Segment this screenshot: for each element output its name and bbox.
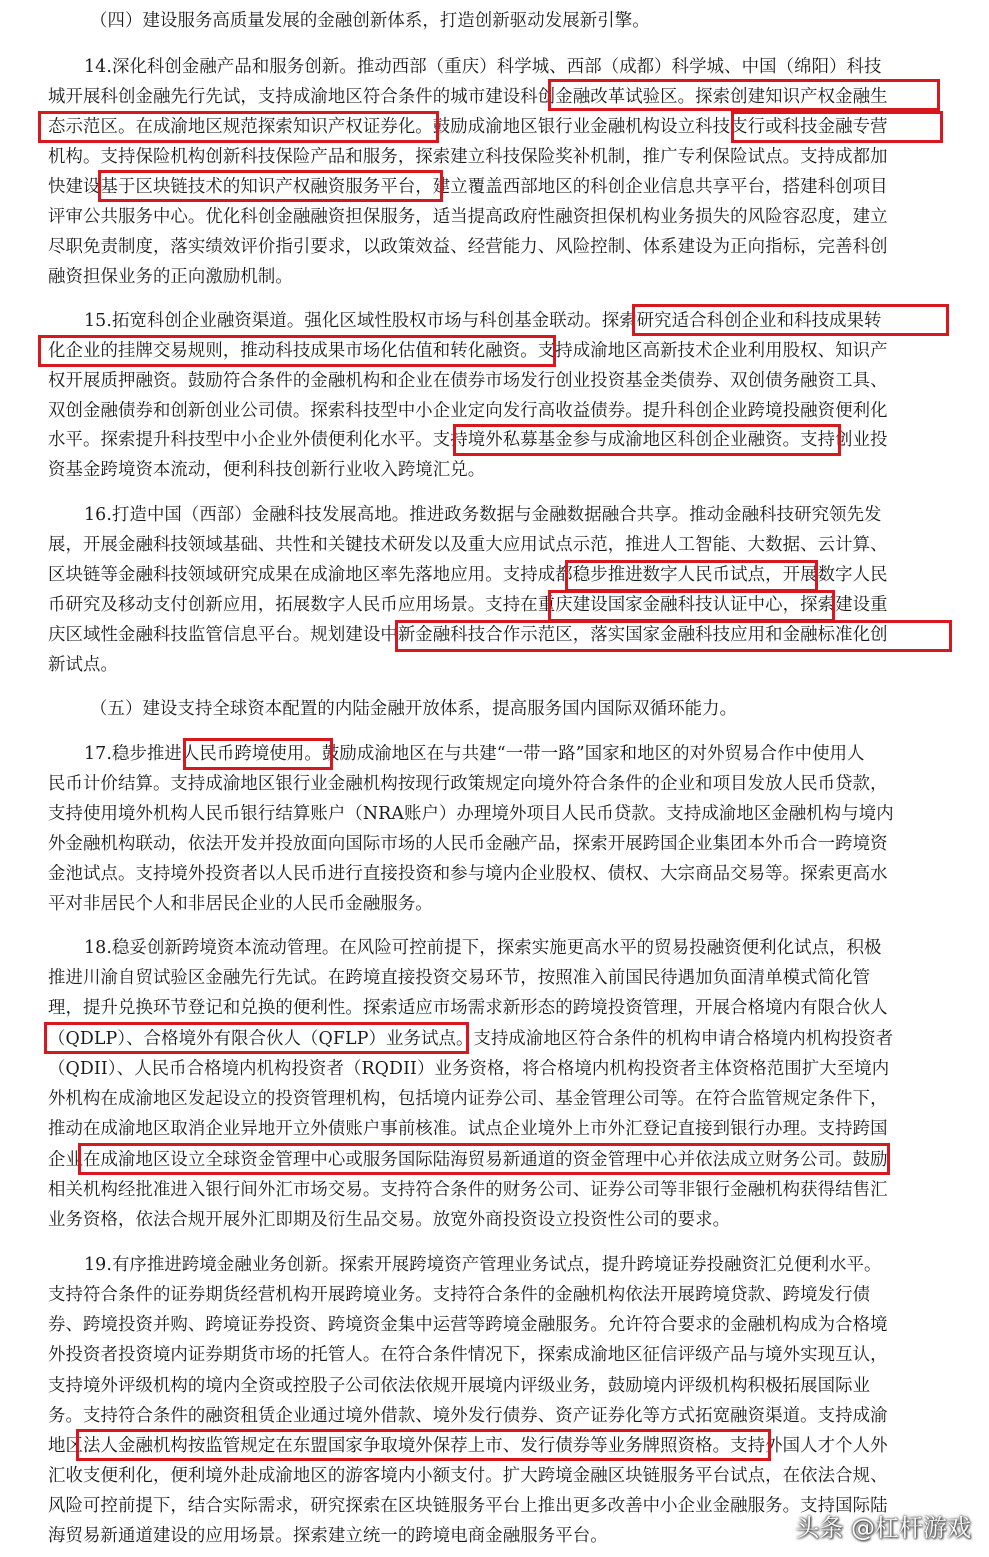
paragraph-line: 城开展科创金融先行先试，支持成渝地区符合条件的城市建设科创金融改革试验区。探索创建知识产权金融生: [48, 87, 888, 107]
paragraph-line: 企业在成渝地区设立全球资金管理中心或服务国际陆海贸易新通道的资金管理中心并依法成立财务公司。鼓励: [48, 1150, 888, 1170]
paragraph-line: 推进川渝自贸试验区金融先行先试。在跨境直接投资交易环节，按照准入前国民待遇加负面清单模式简化管: [48, 968, 871, 988]
paragraph-line: 庆区域性金融科技监管信息平台。规划建设中新金融科技合作示范区，落实国家金融科技应用和金融标准化创: [48, 625, 888, 645]
paragraph-line: 理，提升兑换环节登记和兑换的便利性。探索适应市场需求新形态的跨境投资管理，开展合格境内有限合伙人: [48, 998, 888, 1018]
section-heading: （四）建设服务高质量发展的金融创新体系，打造创新驱动发展新引擎。: [90, 11, 650, 31]
paragraph-line: 双创金融债券和创新创业公司债。探索科技型中小企业定向发行高收益债券。提升科创企业跨境投融资便利化: [48, 401, 888, 421]
paragraph-line: 机构。支持保险机构创新科技保险产品和服务，探索建立科技保险奖补机制，推广专利保险试点。支持成都加: [48, 147, 888, 167]
paragraph-line: 态示范区。在成渝地区规范探索知识产权证券化。鼓励成渝地区银行业金融机构设立科技支行或科技金融专营: [48, 117, 888, 137]
paragraph-line: 17.稳步推进人民币跨境使用。鼓励成渝地区在与共建“一带一路”国家和地区的对外贸易合作中使用人: [84, 744, 865, 764]
paragraph-line: 务。支持符合条件的融资租赁企业通过境外借款、境外发行债券、资产证券化等方式拓宽融资渠道。支持成渝: [48, 1406, 888, 1426]
paragraph-line: 金池试点。支持境外投资者以人民币进行直接投资和参与境内企业股权、债权、大宗商品交易等。探索更高水: [48, 864, 888, 884]
paragraph-line: 平对非居民个人和非居民企业的人民币金融服务。: [48, 894, 433, 914]
paragraph-line: 19.有序推进跨境金融业务创新。探索开展跨境资产管理业务试点，提升跨境证券投融资汇兑便利水平。: [84, 1255, 882, 1275]
paragraph-line: 水平。探索提升科技型中小企业外债便利化水平。支持境外私募基金参与成渝地区科创企业融资。支持创业投: [48, 430, 888, 450]
paragraph-line: 地区法人金融机构按监管规定在东盟国家争取境外保荐上市、发行债券等业务牌照资格。支持外国人才个人外: [48, 1436, 888, 1456]
paragraph-line: （QDLP）、合格境外有限合伙人（QFLP）业务试点。支持成渝地区符合条件的机构申请合格境内机构投资者: [48, 1029, 894, 1049]
paragraph-line: 资基金跨境资本流动，便利科技创新行业收入跨境汇兑。: [48, 460, 486, 480]
paragraph-line: 支持境外评级机构的境内全资或控股子公司依法依规开展境内评级业务，鼓励境内评级机构积极拓展国际业: [48, 1376, 871, 1396]
section-heading: （五）建设支持全球资本配置的内陆金融开放体系，提高服务国内国际双循环能力。: [90, 699, 738, 719]
paragraph-line: 风险可控前提下，结合实际需求，研究探索在区块链服务平台上推出更多改善中小企业金融服务。支持国际陆: [48, 1496, 888, 1516]
paragraph-line: 海贸易新通道建设的应用场景。探索建立统一的跨境电商金融服务平台。: [48, 1526, 608, 1546]
paragraph-line: 化企业的挂牌交易规则，推动科技成果市场化估值和转化融资。支持成渝地区高新技术企业利用股权、知识产: [48, 341, 888, 361]
paragraph-line: 18.稳妥创新跨境资本流动管理。在风险可控前提下，探索实施更高水平的贸易投融资便利化试点，积极: [84, 938, 882, 958]
paragraph-line: 支持使用境外机构人民币银行结算账户（NRA账户）办理境外项目人民币贷款。支持成渝地区金融机构与境内: [48, 804, 894, 824]
paragraph-line: 展，开展金融科技领域基础、共性和关键技术研发以及重大应用试点示范，推进人工智能、大数据、云计算、: [48, 535, 888, 555]
paragraph-line: 权开展质押融资。鼓励符合条件的金融机构和企业在债券市场发行创业投资基金类债券、双创债务融资工具、: [48, 371, 888, 391]
paragraph-line: 相关机构经批准进入银行间外汇市场交易。支持符合条件的财务公司、证券公司等非银行金融机构获得结售汇: [48, 1180, 888, 1200]
paragraph-line: 外机构在成渝地区发起设立的投资管理机构，包括境内证券公司、基金管理公司等。在符合监管规定条件下，: [48, 1089, 888, 1109]
paragraph-line: 推动在成渝地区取消企业异地开立外债账户事前核准。试点企业境外上市外汇登记直接到银行办理。支持跨国: [48, 1119, 888, 1139]
paragraph-line: 币研究及移动支付创新应用，拓展数字人民币应用场景。支持在重庆建设国家金融科技认证中心，探索建设重: [48, 595, 888, 615]
paragraph-line: 券、跨境投资并购、跨境证券投资、跨境资金集中运营等跨境金融服务。允许符合要求的金融机构成为合格境: [48, 1315, 888, 1335]
paragraph-line: 支持符合条件的证券期货经营机构开展跨境业务。支持符合条件的金融机构依法开展跨境贷款、跨境发行债: [48, 1285, 871, 1305]
paragraph-line: 16.打造中国（西部）金融科技发展高地。推进政务数据与金融数据融合共享。推动金融科技研究领先发: [84, 505, 882, 525]
paragraph-line: 快建设基于区块链技术的知识产权融资服务平台，建立覆盖西部地区的科创企业信息共享平台，搭建科创项目: [48, 177, 888, 197]
paragraph-line: 外金融机构联动，依法开发并投放面向国际市场的人民币金融产品，探索开展跨国企业集团本外币合一跨境资: [48, 834, 888, 854]
paragraph-line: （QDII）、人民币合格境内机构投资者（RQDII）业务资格，将合格境内机构投资者主体资格范围扩大至境内: [48, 1059, 890, 1079]
paragraph-line: 融资担保业务的正向激励机制。: [48, 267, 293, 287]
paragraph-line: 外投资者投资境内证券期货市场的托管人。在符合条件情况下，探索成渝地区征信评级产品与境外实现互认，: [48, 1345, 888, 1365]
paragraph-line: 民币计价结算。支持成渝地区银行业金融机构按现行政策规定向境外符合条件的企业和项目发放人民币贷款，: [48, 774, 888, 794]
paragraph-line: 15.拓宽科创企业融资渠道。强化区域性股权市场与科创基金联动。探索研究适合科创企业和科技成果转: [84, 311, 882, 331]
paragraph-line: 业务资格，依法合规开展外汇即期及衍生品交易。放宽外商投资设立投资性公司的要求。: [48, 1210, 731, 1230]
paragraph-line: 区块链等金融科技领域研究成果在成渝地区率先落地应用。支持成都稳步推进数字人民币试点，开展数字人民: [48, 565, 888, 585]
watermark: 头条 @杠杆游戏: [795, 1514, 971, 1542]
paragraph-line: 新试点。: [48, 655, 118, 675]
paragraph-line: 汇收支便利化，便利境外赴成渝地区的游客境内小额支付。扩大跨境金融区块链服务平台试点，在依法合规、: [48, 1466, 888, 1486]
paragraph-line: 评审公共服务中心。优化科创金融融资担保服务，适当提高政府性融资担保机构业务损失的风险容忍度，建立: [48, 207, 888, 227]
paragraph-line: 尽职免责制度，落实绩效评价指引要求，以政策效益、经营能力、风险控制、体系建设为正向指标，完善科创: [48, 237, 888, 257]
paragraph-line: 14.深化科创金融产品和服务创新。推动西部（重庆）科学城、西部（成都）科学城、中国（绵阳）科技: [84, 57, 882, 77]
